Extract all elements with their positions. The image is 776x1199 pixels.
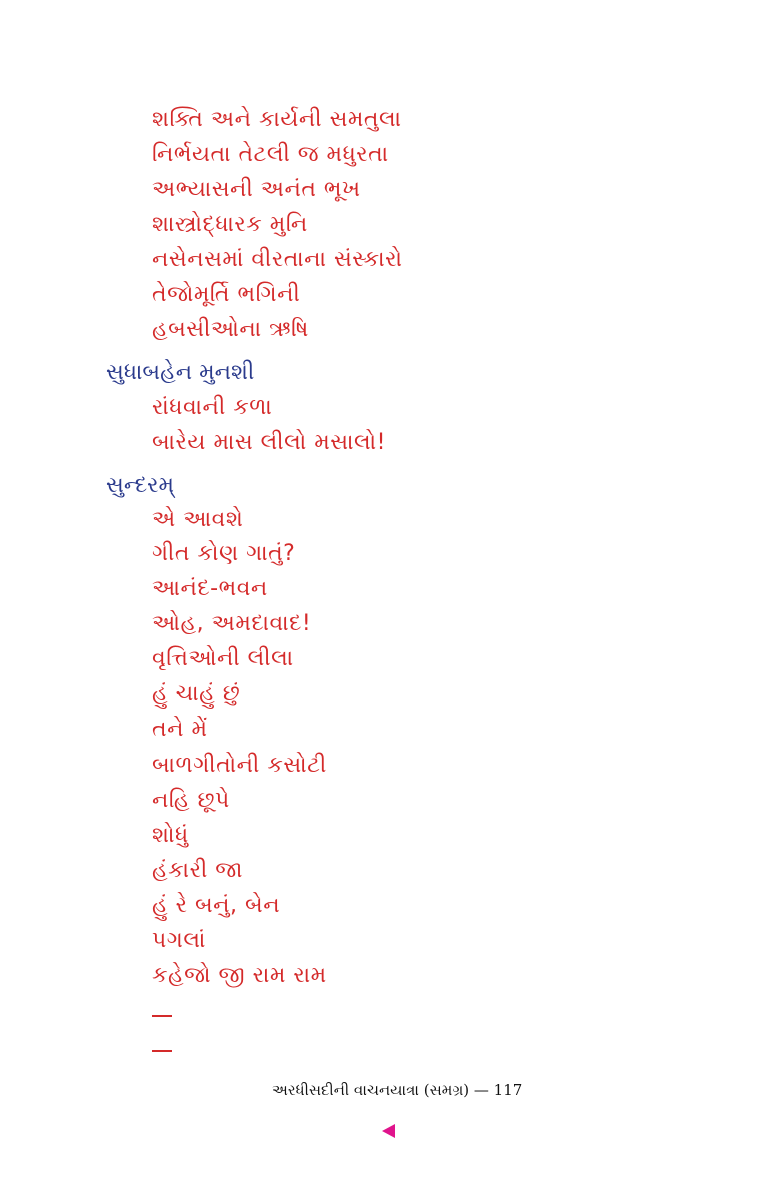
list-item: અભ્યાસની અનંત ભૂખ xyxy=(152,177,361,202)
list-item: એ આવશે xyxy=(152,507,244,532)
list-item: બાળગીતોની કસોટી xyxy=(152,753,327,778)
author-heading: સુન્દરમ્ xyxy=(106,473,175,498)
page-footer: અરધીસદીની વાચનયાત્રા (સમગ્ર) — 117 xyxy=(272,1081,523,1099)
author-heading: સુધાબહેન મુનશી xyxy=(106,360,255,385)
list-item: તને મેં xyxy=(152,717,208,742)
list-item: નિર્ભયતા તેટલી જ મધુરતા xyxy=(152,142,389,167)
list-item: ગીત કોણ ગાતું? xyxy=(152,541,296,566)
prev-page-triangle-icon[interactable] xyxy=(382,1124,395,1138)
list-item: પગલાં xyxy=(152,928,206,953)
dash-line xyxy=(152,1015,172,1017)
list-item: હંકારી જા xyxy=(152,858,243,883)
list-item: શક્તિ અને કાર્યની સમતુલા xyxy=(152,107,402,132)
dash-line xyxy=(152,1050,172,1052)
list-item: હબસીઓના ઋષિ xyxy=(152,317,309,342)
list-item: શાસ્ત્રોદ્ધારક મુનિ xyxy=(152,212,308,237)
list-item: બારેય માસ લીલો મસાલો! xyxy=(152,430,386,455)
list-item: નહિ છૂપે xyxy=(152,788,230,813)
list-item: તેજોમૂર્તિ ભગિની xyxy=(152,282,301,307)
list-item: ઓહ, અમદાવાદ! xyxy=(152,611,312,636)
list-item: શોધું xyxy=(152,823,189,848)
list-item: હું રે બનું, બેન xyxy=(152,893,281,918)
list-item: કહેજો જી રામ રામ xyxy=(152,963,327,988)
list-item: હું ચાહું છું xyxy=(152,681,241,706)
list-item: નસેનસમાં વીરતાના સંસ્કારો xyxy=(152,247,403,272)
list-item: રાંધવાની કળા xyxy=(152,395,273,420)
list-item: આનંદ-ભવન xyxy=(152,576,268,601)
list-item: વૃત્તિઓની લીલા xyxy=(152,646,294,671)
